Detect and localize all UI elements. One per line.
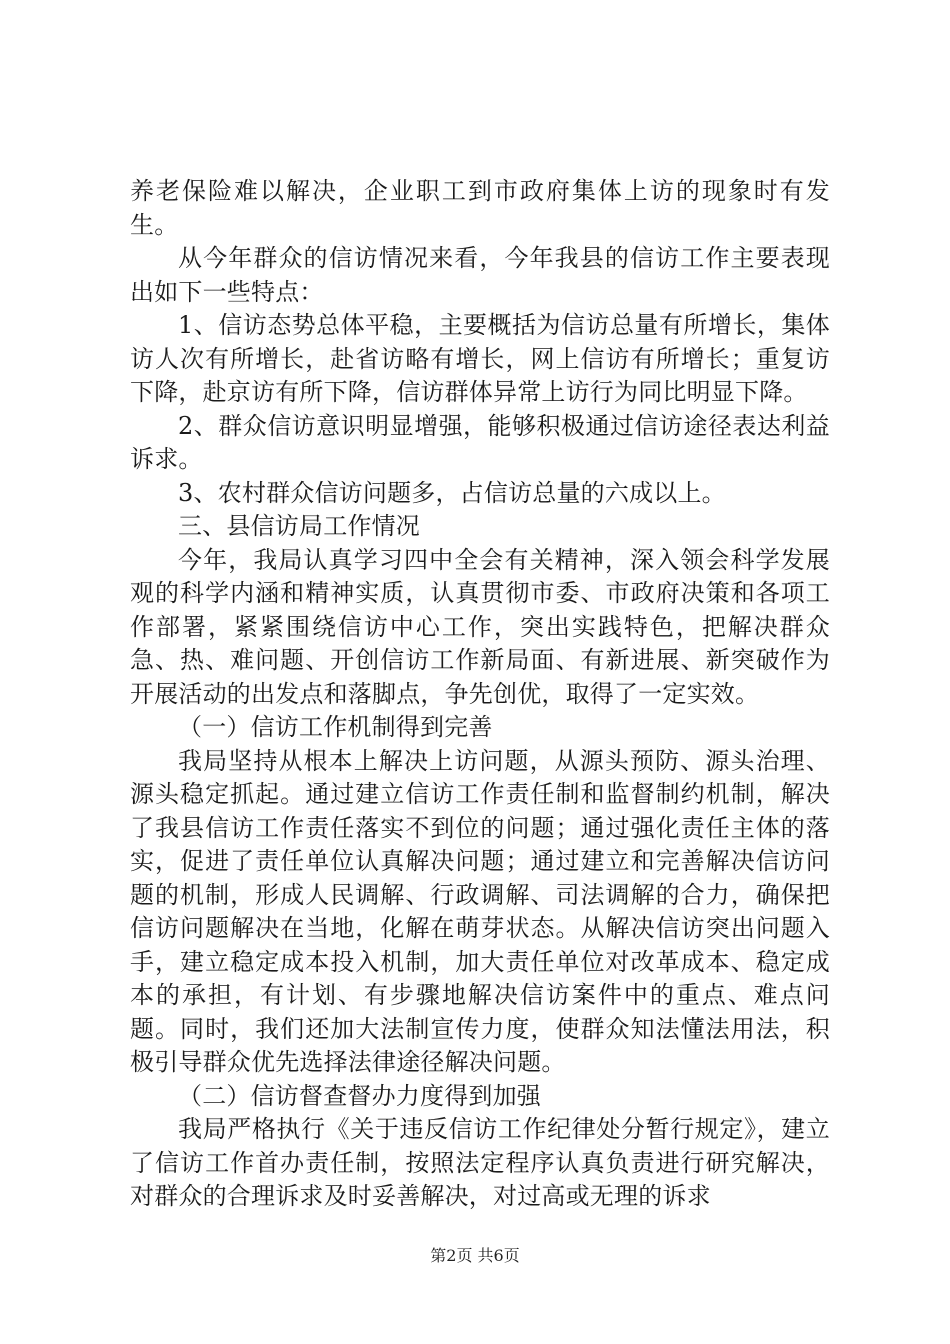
paragraph-point-2: 2、群众信访意识明显增强，能够积极通过信访途径表达利益诉求。 <box>130 411 830 473</box>
subsection-heading-2: （二）信访督查督办力度得到加强 <box>178 1081 541 1110</box>
paragraph-point-1: 1、信访态势总体平稳，主要概括为信访总量有所增长，集体访人次有所增长，赴省访略有增长，网上信访有所增长；重复访下降，赴京访有所下降，信访群体异常上访行为同比明显下降。 <box>130 311 830 406</box>
paragraph-intro: 从今年群众的信访情况来看，今年我县的信访工作主要表现出如下一些特点： <box>130 244 830 306</box>
page-footer: 第2页 共6页 <box>430 1246 520 1265</box>
paragraph-section-3-intro: 今年，我局认真学习四中全会有关精神，深入领会科学发展观的科学内涵和精神实质，认真贯彻市委、市政府决策和各项工作部署，紧紧围绕信访中心工作，突出实践特色，把解决群众急、热、难问题、开创信访工作新局面、有新进展、新突破作为开展活动的出发点和落脚点，争先创优，取得了一定实效。 <box>130 545 830 708</box>
paragraph-subsection-2: 我局严格执行《关于违反信访工作纪律处分暂行规定》，建立了信访工作首办责任制，按照法定程序认真负责进行研究解决，对群众的合理诉求及时妥善解决，对过高或无理的诉求 <box>130 1115 830 1210</box>
subsection-heading-1: （一）信访工作机制得到完善 <box>178 713 493 741</box>
paragraph-subsection-1: 我局坚持从根本上解决上访问题，从源头预防、源头治理、源头稳定抓起。通过建立信访工作责任制和监督制约机制，解决了我县信访工作责任落实不到位的问题；通过强化责任主体的落实，促进了责任单位认真解决问题；通过建立和完善解决信访问题的机制，形成人民调解、行政调解、司法调解的合力，确保把信访问题解决在当地，化解在萌芽状态。从解决信访突出问题入手，建立稳定成本投入机制，加大责任单位对改革成本、稳定成本的承担，有计划、有步骤地解决信访案件中的重点、难点问题。同时，我们还加大法制宣传力度，使群众知法懂法用法，积极引导群众优先选择法律途径解决问题。 <box>130 746 830 1076</box>
paragraph-continuation: 养老保险难以解决，企业职工到市政府集体上访的现象时有发生。 <box>130 177 830 239</box>
paragraph-point-3: 3、农村群众信访问题多，占信访总量的六成以上。 <box>178 478 726 507</box>
section-heading-3: 三、县信访局工作情况 <box>178 512 420 540</box>
document-body <box>130 175 830 1214</box>
